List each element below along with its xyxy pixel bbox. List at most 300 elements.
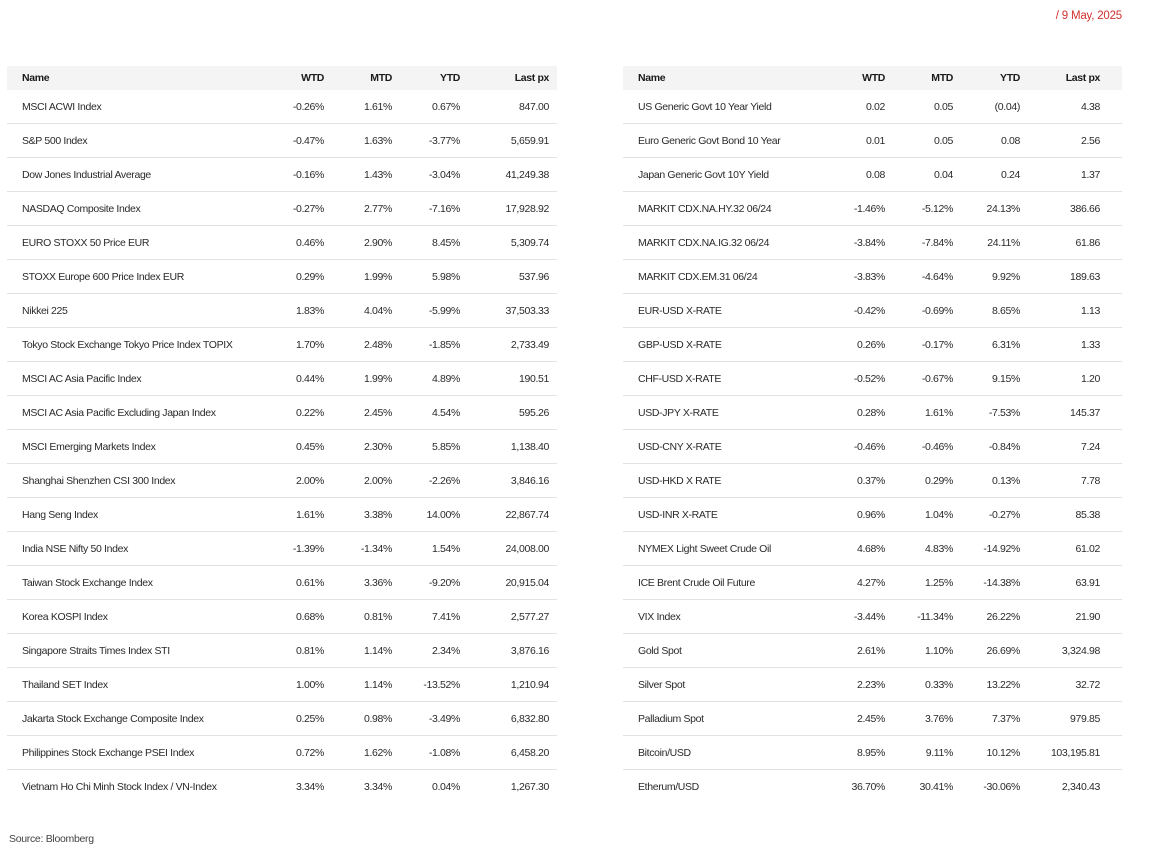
cell-ytd: 9.15% — [953, 362, 1020, 396]
cell-name: S&P 500 Index — [7, 124, 282, 158]
cell-last-px: 1.13 — [1020, 294, 1100, 328]
column-header-mtd: MTD — [885, 66, 953, 90]
cell-mtd: 1.99% — [324, 362, 392, 396]
cell-name: MSCI AC Asia Pacific Index — [7, 362, 282, 396]
cell-mtd: -0.46% — [885, 430, 953, 464]
cell-spacer — [549, 498, 557, 532]
column-header-ytd: YTD — [953, 66, 1020, 90]
table-row — [623, 600, 1122, 634]
cell-name: Bitcoin/USD — [623, 736, 843, 770]
table-row — [7, 600, 557, 634]
cell-name: NASDAQ Composite Index — [7, 192, 282, 226]
table-row — [623, 396, 1122, 430]
table-row — [7, 532, 557, 566]
cell-wtd: 0.46% — [282, 226, 324, 260]
table-row — [623, 158, 1122, 192]
cell-name: MARKIT CDX.EM.31 06/24 — [623, 260, 843, 294]
cell-spacer — [1100, 328, 1122, 362]
cell-ytd: 26.22% — [953, 600, 1020, 634]
cell-wtd: 1.61% — [282, 498, 324, 532]
cell-last-px: 979.85 — [1020, 702, 1100, 736]
cell-spacer — [549, 362, 557, 396]
cell-name: Etherum/USD — [638, 780, 699, 793]
cell-wtd: 0.29% — [282, 260, 324, 294]
cell-ytd: -7.16% — [392, 192, 460, 226]
column-header-mtd: MTD — [324, 66, 392, 90]
cell-wtd: 1.83% — [282, 294, 324, 328]
cell-wtd: -0.52% — [843, 362, 885, 396]
cell-mtd: 1.25% — [885, 566, 953, 600]
cell-name: Nikkei 225 — [7, 294, 282, 328]
table-header-row — [7, 66, 557, 90]
cell-spacer — [549, 702, 557, 736]
cell-name: US Generic Govt 10 Year Yield — [623, 90, 843, 124]
column-header-name: Name — [623, 66, 843, 90]
cell-last-px: 1.33 — [1020, 328, 1100, 362]
cell-last-px: 3,876.16 — [460, 634, 549, 668]
cell-spacer — [1100, 634, 1122, 668]
cell-mtd: 0.81% — [324, 600, 392, 634]
cell-wtd: 4.68% — [843, 532, 885, 566]
cell-ytd: -1.85% — [392, 328, 460, 362]
cell-last-px: 386.66 — [1020, 192, 1100, 226]
cell-mtd: 1.43% — [324, 158, 392, 192]
cell-mtd: 1.61% — [324, 90, 392, 124]
cell-mtd: -1.34% — [324, 532, 392, 566]
cell-name: ICE Brent Crude Oil Future — [623, 566, 843, 600]
cell-last-px: 1.20 — [1020, 362, 1100, 396]
cell-ytd: 24.13% — [953, 192, 1020, 226]
cell-mtd: 0.29% — [885, 464, 953, 498]
cell-last-px: 61.02 — [1020, 532, 1100, 566]
cell-name: Thailand SET Index — [7, 668, 282, 702]
cell-wtd: -0.46% — [843, 430, 885, 464]
cell-wtd: -0.47% — [282, 124, 324, 158]
cell-mtd: 0.05 — [885, 124, 953, 158]
cell-spacer — [1100, 668, 1122, 702]
table-row — [7, 498, 557, 532]
table-row — [7, 158, 557, 192]
cell-spacer — [1100, 396, 1122, 430]
cell-wtd: 8.95% — [843, 736, 885, 770]
cell-name: EUR-USD X-RATE — [623, 294, 843, 328]
cell-ytd: 4.54% — [392, 396, 460, 430]
cell-spacer — [1100, 430, 1122, 464]
cell-last-px: 103,195.81 — [1020, 736, 1100, 770]
cell-ytd: 2.34% — [392, 634, 460, 668]
cell-spacer — [549, 396, 557, 430]
table-row — [623, 294, 1122, 328]
cell-ytd: 1.54% — [392, 532, 460, 566]
cell-ytd: 0.67% — [392, 90, 460, 124]
cell-spacer — [549, 430, 557, 464]
cell-last-px: 37,503.33 — [460, 294, 549, 328]
table-row — [623, 702, 1122, 736]
cell-spacer — [549, 158, 557, 192]
cell-ytd: 26.69% — [953, 634, 1020, 668]
table-row — [7, 702, 557, 736]
cell-name: Hang Seng Index — [7, 498, 282, 532]
table-row — [7, 464, 557, 498]
cell-last-px: 7.78 — [1020, 464, 1100, 498]
cell-spacer — [549, 668, 557, 702]
cell-name: MARKIT CDX.NA.HY.32 06/24 — [623, 192, 843, 226]
cell-wtd: -0.16% — [282, 158, 324, 192]
cell-name: Korea KOSPI Index — [7, 600, 282, 634]
cell-spacer — [1100, 532, 1122, 566]
cell-name: Taiwan Stock Exchange Index — [7, 566, 282, 600]
table-row — [7, 124, 557, 158]
cell-last-px: 145.37 — [1020, 396, 1100, 430]
report-date: / 9 May, 2025 — [1055, 10, 1122, 22]
cell-last-px: 2,577.27 — [460, 600, 549, 634]
table-row — [7, 736, 557, 770]
source-note: Source: Bloomberg — [9, 833, 94, 845]
cell-ytd: 6.31% — [953, 328, 1020, 362]
cell-name: USD-INR X-RATE — [623, 498, 843, 532]
cell-spacer — [1100, 770, 1122, 804]
cell-name: India NSE Nifty 50 Index — [7, 532, 282, 566]
cell-last-px: 7.24 — [1020, 430, 1100, 464]
table-row — [623, 634, 1122, 668]
column-header-wtd: WTD — [282, 66, 324, 90]
cell-name: GBP-USD X-RATE — [623, 328, 843, 362]
table-row — [623, 260, 1122, 294]
cell-mtd: 1.10% — [885, 634, 953, 668]
cell-last-px: 2,733.49 — [460, 328, 549, 362]
cell-name: Tokyo Stock Exchange Tokyo Price Index TOPIX — [7, 328, 282, 362]
cell-wtd: 2.61% — [843, 634, 885, 668]
cell-wtd: -0.26% — [282, 90, 324, 124]
cell-last-px: 6,458.20 — [460, 736, 549, 770]
cell-ytd: 5.85% — [392, 430, 460, 464]
cell-mtd: 2.30% — [324, 430, 392, 464]
table-row — [623, 328, 1122, 362]
cell-ytd: 8.65% — [953, 294, 1020, 328]
cell-spacer — [1100, 566, 1122, 600]
rates-fx-commodities-table — [623, 66, 1122, 803]
table-row — [623, 566, 1122, 600]
column-header-wtd: WTD — [843, 66, 885, 90]
cell-spacer — [549, 634, 557, 668]
table-row — [7, 430, 557, 464]
cell-wtd: -3.44% — [843, 600, 885, 634]
cell-name: MSCI AC Asia Pacific Excluding Japan Index — [7, 396, 282, 430]
cell-name: Shanghai Shenzhen CSI 300 Index — [7, 464, 282, 498]
cell-name: MSCI Emerging Markets Index — [7, 430, 282, 464]
cell-mtd: -0.69% — [885, 294, 953, 328]
cell-ytd: -0.84% — [953, 430, 1020, 464]
cell-mtd: -0.67% — [885, 362, 953, 396]
cell-ytd: -14.92% — [953, 532, 1020, 566]
table-row — [7, 362, 557, 396]
cell-ytd: -0.27% — [953, 498, 1020, 532]
cell-spacer — [549, 192, 557, 226]
cell-mtd: 3.36% — [324, 566, 392, 600]
cell-name: Silver Spot — [623, 668, 843, 702]
table-row — [7, 226, 557, 260]
cell-ytd: -5.99% — [392, 294, 460, 328]
cell-ytd: -2.26% — [392, 464, 460, 498]
cell-name: USD-HKD X RATE — [623, 464, 843, 498]
cell-ytd: 10.12% — [953, 736, 1020, 770]
cell-wtd: 2.45% — [843, 702, 885, 736]
table-row — [623, 498, 1122, 532]
cell-last-px: 24,008.00 — [460, 532, 549, 566]
cell-ytd: (0.04) — [953, 90, 1020, 124]
rates-fx-commodities-body — [623, 90, 1122, 803]
cell-last-px: 21.90 — [1020, 600, 1100, 634]
cell-spacer — [1100, 158, 1122, 192]
table-row — [623, 226, 1122, 260]
cell-wtd: 0.02 — [843, 90, 885, 124]
table-row — [7, 328, 557, 362]
cell-mtd: 30.41% — [919, 780, 953, 793]
cell-spacer — [549, 566, 557, 600]
table-row — [623, 668, 1122, 702]
cell-wtd: 0.81% — [282, 634, 324, 668]
cell-wtd: 0.26% — [843, 328, 885, 362]
cell-wtd: 0.96% — [843, 498, 885, 532]
cell-last-px: 1.37 — [1020, 158, 1100, 192]
cell-ytd: 24.11% — [953, 226, 1020, 260]
cell-wtd: 3.34% — [295, 780, 324, 793]
column-spacer — [1100, 66, 1122, 90]
cell-mtd: -5.12% — [885, 192, 953, 226]
cell-ytd: -1.08% — [392, 736, 460, 770]
cell-ytd: 5.98% — [392, 260, 460, 294]
cell-mtd: 3.76% — [885, 702, 953, 736]
cell-wtd: 0.28% — [843, 396, 885, 430]
cell-wtd: -0.27% — [282, 192, 324, 226]
cell-last-px: 63.91 — [1020, 566, 1100, 600]
cell-last-px: 189.63 — [1020, 260, 1100, 294]
cell-last-px: 2.56 — [1020, 124, 1100, 158]
cell-spacer — [549, 770, 557, 804]
cell-spacer — [549, 328, 557, 362]
cell-last-px: 41,249.38 — [460, 158, 549, 192]
cell-mtd: 1.14% — [324, 634, 392, 668]
table-row — [623, 532, 1122, 566]
cell-ytd: -3.04% — [392, 158, 460, 192]
cell-ytd: 7.41% — [392, 600, 460, 634]
cell-ytd: 7.37% — [953, 702, 1020, 736]
cell-mtd: 0.98% — [324, 702, 392, 736]
cell-name: MARKIT CDX.NA.IG.32 06/24 — [623, 226, 843, 260]
table-row — [623, 770, 1122, 804]
cell-spacer — [1100, 226, 1122, 260]
cell-spacer — [1100, 600, 1122, 634]
cell-wtd: 0.45% — [282, 430, 324, 464]
cell-ytd: -14.38% — [953, 566, 1020, 600]
cell-last-px: 6,832.80 — [460, 702, 549, 736]
table-row — [7, 294, 557, 328]
cell-name: VIX Index — [623, 600, 843, 634]
table-row — [7, 634, 557, 668]
cell-last-px: 20,915.04 — [460, 566, 549, 600]
cell-spacer — [1100, 192, 1122, 226]
cell-last-px: 1,210.94 — [460, 668, 549, 702]
cell-last-px: 537.96 — [460, 260, 549, 294]
cell-spacer — [549, 736, 557, 770]
cell-last-px: 847.00 — [460, 90, 549, 124]
cell-mtd: 1.04% — [885, 498, 953, 532]
cell-mtd: 0.33% — [885, 668, 953, 702]
cell-spacer — [1100, 702, 1122, 736]
equity-indices-body — [7, 90, 557, 803]
cell-wtd: 2.00% — [282, 464, 324, 498]
table-row — [7, 566, 557, 600]
cell-name: Jakarta Stock Exchange Composite Index — [7, 702, 282, 736]
cell-ytd: -3.77% — [392, 124, 460, 158]
cell-last-px: 2,340.43 — [1061, 780, 1100, 793]
cell-spacer — [549, 464, 557, 498]
cell-spacer — [549, 260, 557, 294]
cell-spacer — [1100, 362, 1122, 396]
table-row — [7, 90, 557, 124]
cell-spacer — [1100, 124, 1122, 158]
cell-last-px: 61.86 — [1020, 226, 1100, 260]
cell-wtd: 2.23% — [843, 668, 885, 702]
cell-last-px: 1,138.40 — [460, 430, 549, 464]
cell-spacer — [1100, 294, 1122, 328]
cell-last-px: 4.38 — [1020, 90, 1100, 124]
cell-last-px: 5,309.74 — [460, 226, 549, 260]
cell-wtd: 0.22% — [282, 396, 324, 430]
cell-name: Dow Jones Industrial Average — [7, 158, 282, 192]
cell-name: Gold Spot — [623, 634, 843, 668]
cell-spacer — [1100, 260, 1122, 294]
cell-ytd: 4.89% — [392, 362, 460, 396]
cell-name: STOXX Europe 600 Price Index EUR — [7, 260, 282, 294]
cell-mtd: 3.38% — [324, 498, 392, 532]
cell-wtd: -3.84% — [843, 226, 885, 260]
cell-wtd: 1.70% — [282, 328, 324, 362]
cell-last-px: 190.51 — [460, 362, 549, 396]
cell-spacer — [549, 600, 557, 634]
cell-last-px: 17,928.92 — [460, 192, 549, 226]
cell-wtd: 0.25% — [282, 702, 324, 736]
cell-mtd: 1.62% — [324, 736, 392, 770]
cell-last-px: 3,324.98 — [1020, 634, 1100, 668]
table-row — [7, 192, 557, 226]
cell-wtd: 0.37% — [843, 464, 885, 498]
cell-mtd: -4.64% — [885, 260, 953, 294]
cell-name: Vietnam Ho Chi Minh Stock Index / VN-Index — [22, 780, 217, 793]
cell-last-px: 22,867.74 — [460, 498, 549, 532]
table-row — [623, 736, 1122, 770]
cell-mtd: 2.00% — [324, 464, 392, 498]
cell-last-px: 1,267.30 — [510, 780, 549, 793]
cell-wtd: 0.44% — [282, 362, 324, 396]
cell-mtd: 0.04 — [885, 158, 953, 192]
cell-wtd: 4.27% — [843, 566, 885, 600]
cell-ytd: 13.22% — [953, 668, 1020, 702]
equity-indices-table — [7, 66, 557, 803]
cell-name: Philippines Stock Exchange PSEI Index — [7, 736, 282, 770]
table-row — [7, 770, 557, 804]
cell-mtd: 0.05 — [885, 90, 953, 124]
cell-spacer — [549, 124, 557, 158]
cell-wtd: 36.70% — [851, 780, 885, 793]
cell-last-px: 595.26 — [460, 396, 549, 430]
cell-wtd: 0.72% — [282, 736, 324, 770]
cell-name: NYMEX Light Sweet Crude Oil — [623, 532, 843, 566]
cell-ytd: -7.53% — [953, 396, 1020, 430]
cell-mtd: 1.14% — [324, 668, 392, 702]
cell-mtd: 4.04% — [324, 294, 392, 328]
table-row — [7, 260, 557, 294]
table-row — [623, 192, 1122, 226]
cell-spacer — [549, 294, 557, 328]
cell-mtd: 3.34% — [363, 780, 392, 793]
column-header-ytd: YTD — [392, 66, 460, 90]
cell-wtd: 1.00% — [282, 668, 324, 702]
cell-spacer — [549, 90, 557, 124]
cell-mtd: 1.63% — [324, 124, 392, 158]
cell-ytd: 0.04% — [431, 780, 460, 793]
cell-spacer — [1100, 464, 1122, 498]
table-row — [623, 464, 1122, 498]
cell-wtd: -3.83% — [843, 260, 885, 294]
column-header-last-px: Last px — [460, 66, 549, 90]
cell-wtd: 0.08 — [843, 158, 885, 192]
table-row — [623, 362, 1122, 396]
column-spacer — [549, 66, 557, 90]
cell-last-px: 85.38 — [1020, 498, 1100, 532]
cell-wtd: 0.61% — [282, 566, 324, 600]
cell-ytd: 14.00% — [392, 498, 460, 532]
cell-ytd: 0.24 — [953, 158, 1020, 192]
cell-wtd: -1.39% — [282, 532, 324, 566]
cell-ytd: 9.92% — [953, 260, 1020, 294]
cell-last-px: 32.72 — [1020, 668, 1100, 702]
cell-last-px: 5,659.91 — [460, 124, 549, 158]
cell-name: USD-CNY X-RATE — [623, 430, 843, 464]
cell-ytd: -30.06% — [983, 780, 1020, 793]
cell-ytd: 0.13% — [953, 464, 1020, 498]
cell-name: MSCI ACWI Index — [7, 90, 282, 124]
column-header-last-px: Last px — [1020, 66, 1100, 90]
table-header-row — [623, 66, 1122, 90]
cell-ytd: 0.08 — [953, 124, 1020, 158]
cell-mtd: -7.84% — [885, 226, 953, 260]
cell-mtd: 9.11% — [885, 736, 953, 770]
cell-ytd: -13.52% — [392, 668, 460, 702]
cell-wtd: 0.01 — [843, 124, 885, 158]
cell-last-px: 3,846.16 — [460, 464, 549, 498]
cell-name: Singapore Straits Times Index STI — [7, 634, 282, 668]
cell-mtd: 1.99% — [324, 260, 392, 294]
table-row — [7, 668, 557, 702]
cell-wtd: -1.46% — [843, 192, 885, 226]
cell-mtd: 2.90% — [324, 226, 392, 260]
cell-ytd: 8.45% — [392, 226, 460, 260]
cell-name: Japan Generic Govt 10Y Yield — [623, 158, 843, 192]
cell-wtd: 0.68% — [282, 600, 324, 634]
cell-name: USD-JPY X-RATE — [623, 396, 843, 430]
cell-ytd: -3.49% — [392, 702, 460, 736]
cell-spacer — [1100, 736, 1122, 770]
cell-name: Palladium Spot — [623, 702, 843, 736]
cell-spacer — [549, 226, 557, 260]
cell-name: Euro Generic Govt Bond 10 Year — [623, 124, 843, 158]
table-row — [623, 124, 1122, 158]
cell-mtd: 4.83% — [885, 532, 953, 566]
cell-name: EURO STOXX 50 Price EUR — [7, 226, 282, 260]
table-row — [7, 396, 557, 430]
cell-mtd: -11.34% — [885, 600, 953, 634]
